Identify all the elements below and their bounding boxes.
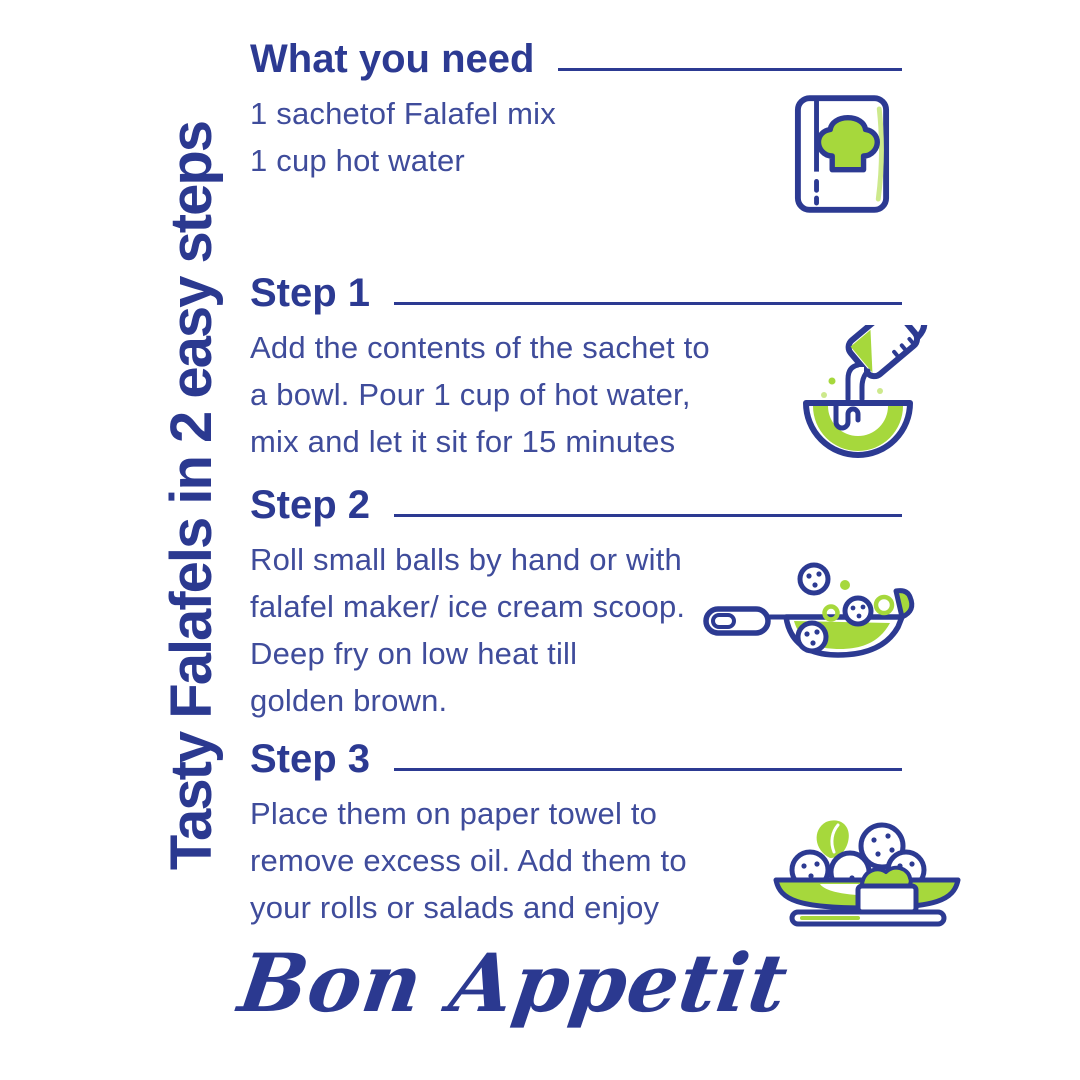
section-heading-row [250,270,902,316]
heading-rule [394,514,902,517]
recipe-book-icon [793,92,891,216]
section-heading: Step 1 [250,271,371,315]
bon-appetit-script: Bon Appetit [233,936,794,1030]
section-heading: What you need [250,37,535,81]
body-line: remove excess oil. Add them to [250,843,687,878]
body-line: falafel maker/ ice cream scoop. [250,589,686,624]
body-line: Add the contents of the sachet to [250,330,710,365]
body-line: golden brown. [250,683,448,718]
heading-rule [394,302,902,305]
falafel-ball [800,565,828,593]
body-line: 1 cup hot water [250,143,465,178]
falafel-plate-icon [762,812,974,954]
body-line: mix and let it sit for 15 minutes [250,424,676,459]
vertical-title: Tasty Falafels in 2 easy steps [159,121,224,871]
body-line: Deep fry on low heat till [250,636,578,671]
body-line: Place them on paper towel to [250,796,658,831]
falafel-ball [798,623,826,651]
body-line: Roll small balls by hand or with [250,542,682,577]
pouring-jug-bowl-icon [780,325,945,477]
body-line: 1 sachetof Falafel mix [250,96,556,131]
section-heading: Step 3 [250,737,371,781]
heading-rule [394,768,902,771]
body-line: your rolls or salads and enjoy [250,890,660,925]
heading-rule [558,68,902,71]
falafel-ball [845,598,871,624]
frying-pan-falafel-icon [702,553,931,675]
section-heading-row [250,482,902,528]
body-line: a bowl. Pour 1 cup of hot water, [250,377,691,412]
section-heading-row [250,36,902,82]
section-heading-row [250,736,902,782]
section-heading: Step 2 [250,483,371,527]
